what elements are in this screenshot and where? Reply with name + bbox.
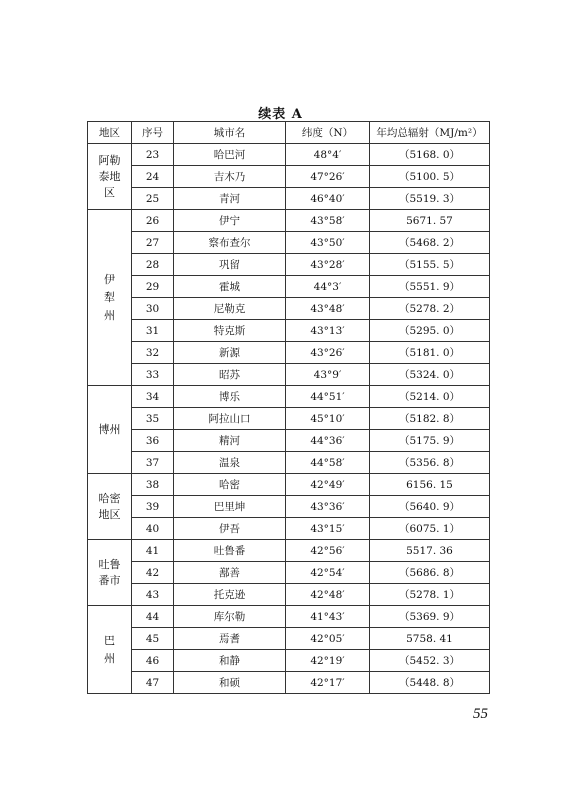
region-cell: 阿勒 泰地 区: [88, 144, 132, 210]
table-row: [88, 584, 490, 606]
table-row: [88, 540, 490, 562]
number-cell: 45: [132, 628, 174, 650]
number-cell: 38: [132, 474, 174, 496]
region-cell: 巴 州: [88, 606, 132, 694]
latitude-cell: 43°15′: [286, 518, 370, 540]
city-cell: 托克逊: [174, 584, 286, 606]
radiation-cell: （5278. 1）: [370, 584, 490, 606]
table-title: 续表 A: [258, 107, 303, 122]
table-row: [88, 188, 490, 210]
table-row: [88, 452, 490, 474]
city-cell: 青河: [174, 188, 286, 210]
region-cell: 伊 犁 州: [88, 210, 132, 386]
radiation-cell: （5100. 5）: [370, 166, 490, 188]
latitude-cell: 46°40′: [286, 188, 370, 210]
table-row: [88, 606, 490, 628]
city-cell: 昭苏: [174, 364, 286, 386]
radiation-cell: （5175. 9）: [370, 430, 490, 452]
number-cell: 47: [132, 672, 174, 694]
latitude-cell: 42°56′: [286, 540, 370, 562]
city-cell: 阿拉山口: [174, 408, 286, 430]
latitude-cell: 44°3′: [286, 276, 370, 298]
city-cell: 巴里坤: [174, 496, 286, 518]
city-cell: 察布查尔: [174, 232, 286, 254]
city-cell: 伊吾: [174, 518, 286, 540]
table-row: [88, 166, 490, 188]
radiation-cell: （5448. 8）: [370, 672, 490, 694]
city-cell: 霍城: [174, 276, 286, 298]
latitude-cell: 43°28′: [286, 254, 370, 276]
number-cell: 32: [132, 342, 174, 364]
city-cell: 库尔勒: [174, 606, 286, 628]
table-row: [88, 430, 490, 452]
number-cell: 27: [132, 232, 174, 254]
number-cell: 44: [132, 606, 174, 628]
table-row: [88, 254, 490, 276]
radiation-cell: （5182. 8）: [370, 408, 490, 430]
city-cell: 精河: [174, 430, 286, 452]
number-cell: 42: [132, 562, 174, 584]
number-cell: 31: [132, 320, 174, 342]
number-cell: 41: [132, 540, 174, 562]
data-table: [87, 121, 490, 694]
radiation-cell: （5686. 8）: [370, 562, 490, 584]
table-row: [88, 364, 490, 386]
radiation-cell: （5452. 3）: [370, 650, 490, 672]
page-number: 55: [473, 706, 488, 722]
table-row: [88, 672, 490, 694]
radiation-cell: （5356. 8）: [370, 452, 490, 474]
number-cell: 23: [132, 144, 174, 166]
header-latitude: 纬度（N）: [286, 122, 370, 144]
number-cell: 29: [132, 276, 174, 298]
table-row: [88, 650, 490, 672]
number-cell: 24: [132, 166, 174, 188]
city-cell: 吉木乃: [174, 166, 286, 188]
radiation-cell: （5295. 0）: [370, 320, 490, 342]
table-row: [88, 210, 490, 232]
city-cell: 巩留: [174, 254, 286, 276]
header-radiation: 年均总辐射（MJ/m²）: [370, 122, 490, 144]
latitude-cell: 43°26′: [286, 342, 370, 364]
latitude-cell: 44°51′: [286, 386, 370, 408]
city-cell: 哈密: [174, 474, 286, 496]
header-city: 城市名: [174, 122, 286, 144]
region-cell: 博州: [88, 386, 132, 474]
table-row: [88, 562, 490, 584]
city-cell: 温泉: [174, 452, 286, 474]
table-row: [88, 298, 490, 320]
latitude-cell: 41°43′: [286, 606, 370, 628]
latitude-cell: 44°36′: [286, 430, 370, 452]
table-row: [88, 232, 490, 254]
latitude-cell: 42°48′: [286, 584, 370, 606]
region-cell: 吐鲁 番市: [88, 540, 132, 606]
table-row: [88, 320, 490, 342]
radiation-cell: （5214. 0）: [370, 386, 490, 408]
number-cell: 28: [132, 254, 174, 276]
city-cell: 新源: [174, 342, 286, 364]
radiation-cell: （5640. 9）: [370, 496, 490, 518]
radiation-cell: 5671. 57: [370, 210, 490, 232]
radiation-cell: 5517. 36: [370, 540, 490, 562]
table-row: [88, 342, 490, 364]
radiation-cell: （5519. 3）: [370, 188, 490, 210]
number-cell: 43: [132, 584, 174, 606]
number-cell: 36: [132, 430, 174, 452]
latitude-cell: 42°05′: [286, 628, 370, 650]
header-number: 序号: [132, 122, 174, 144]
radiation-cell: （5468. 2）: [370, 232, 490, 254]
number-cell: 40: [132, 518, 174, 540]
number-cell: 37: [132, 452, 174, 474]
latitude-cell: 45°10′: [286, 408, 370, 430]
city-cell: 伊宁: [174, 210, 286, 232]
table-row: [88, 386, 490, 408]
latitude-cell: 47°26′: [286, 166, 370, 188]
latitude-cell: 43°9′: [286, 364, 370, 386]
radiation-cell: （5278. 2）: [370, 298, 490, 320]
radiation-cell: （5551. 9）: [370, 276, 490, 298]
number-cell: 33: [132, 364, 174, 386]
table-row: [88, 474, 490, 496]
latitude-cell: 44°58′: [286, 452, 370, 474]
city-cell: 和硕: [174, 672, 286, 694]
number-cell: 34: [132, 386, 174, 408]
region-cell: 哈密 地区: [88, 474, 132, 540]
city-cell: 博乐: [174, 386, 286, 408]
latitude-cell: 48°4′: [286, 144, 370, 166]
number-cell: 46: [132, 650, 174, 672]
latitude-cell: 42°54′: [286, 562, 370, 584]
table-row: [88, 276, 490, 298]
latitude-cell: 42°17′: [286, 672, 370, 694]
city-cell: 哈巴河: [174, 144, 286, 166]
latitude-cell: 42°49′: [286, 474, 370, 496]
radiation-cell: （5181. 0）: [370, 342, 490, 364]
city-cell: 特克斯: [174, 320, 286, 342]
number-cell: 25: [132, 188, 174, 210]
number-cell: 30: [132, 298, 174, 320]
latitude-cell: 43°13′: [286, 320, 370, 342]
number-cell: 26: [132, 210, 174, 232]
latitude-cell: 43°36′: [286, 496, 370, 518]
number-cell: 35: [132, 408, 174, 430]
city-cell: 和静: [174, 650, 286, 672]
header-row: [88, 122, 490, 144]
header-region: 地区: [88, 122, 132, 144]
latitude-cell: 43°48′: [286, 298, 370, 320]
radiation-cell: （5324. 0）: [370, 364, 490, 386]
table-row: [88, 496, 490, 518]
table-row: [88, 518, 490, 540]
latitude-cell: 43°58′: [286, 210, 370, 232]
latitude-cell: 43°50′: [286, 232, 370, 254]
radiation-cell: （5155. 5）: [370, 254, 490, 276]
city-cell: 焉耆: [174, 628, 286, 650]
table-body: [88, 144, 490, 694]
radiation-cell: （6075. 1）: [370, 518, 490, 540]
radiation-cell: 6156. 15: [370, 474, 490, 496]
table-row: [88, 408, 490, 430]
number-cell: 39: [132, 496, 174, 518]
latitude-cell: 42°19′: [286, 650, 370, 672]
table-row: [88, 144, 490, 166]
city-cell: 鄯善: [174, 562, 286, 584]
radiation-cell: （5168. 0）: [370, 144, 490, 166]
city-cell: 尼勒克: [174, 298, 286, 320]
radiation-cell: 5758. 41: [370, 628, 490, 650]
radiation-cell: （5369. 9）: [370, 606, 490, 628]
table-row: [88, 628, 490, 650]
city-cell: 吐鲁番: [174, 540, 286, 562]
